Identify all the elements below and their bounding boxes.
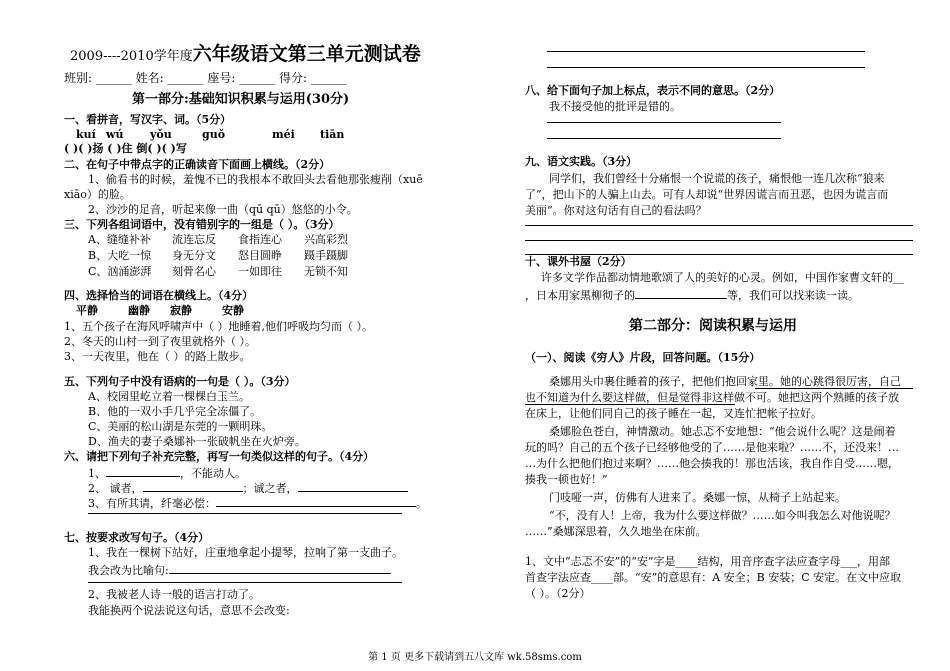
passage-para2-line2: 玩的吗？自己的五个孩子已经够他受的了……是他来啦？……不，还没来！… bbox=[525, 441, 899, 454]
q5-option-a: A、校园里屹立着一棵棵白玉兰。 bbox=[88, 390, 250, 403]
title-main: 六年级语文第三单元测试卷 bbox=[192, 43, 421, 65]
passage-para1-line3: 在床上，让他们同自己的孩子睡在一起，又连忙把帐子拉好。 bbox=[525, 407, 822, 420]
pinyin: yǒu bbox=[150, 128, 172, 141]
q10-text-2b: 等，我们可以找来读一读。 bbox=[727, 289, 859, 302]
q6-item-2-text: 2、 诚者， bbox=[88, 482, 143, 495]
q2-sentence-1-cont: xiāo）的脸。 bbox=[64, 188, 131, 201]
q7-label: 七、按要求改写句子。（4分） bbox=[64, 531, 210, 544]
q2-sentence-1: 1、偷看书的时候，羞愧不已的我根本不敢回头去看他那张瘦削（xuē bbox=[88, 173, 423, 186]
q6-item-1-number: 1、 bbox=[88, 467, 106, 480]
passage-para1-line1: 桑娜用头巾裹住睡着的孩子，把他们抱回家里。她的心跳得很厉害，自己 bbox=[549, 375, 901, 388]
q9-text-3: 美丽”。你对这句话有自己的看法吗？ bbox=[525, 204, 707, 217]
passage-para1-line2: 也不知道为什么要这样做，但是觉得非这样做不可。她把这两个熟睡的孩子放 bbox=[525, 391, 899, 404]
q5-label: 五、下列句子中没有语病的一句是（ ）。（3分） bbox=[64, 375, 296, 388]
q3-label: 三、下列各组词语中，没有错别字的一组是（ ）。（3分） bbox=[64, 218, 340, 231]
answer-line[interactable] bbox=[525, 240, 913, 241]
q3-option: 一如即往 bbox=[238, 265, 282, 278]
q10-text-2 bbox=[525, 286, 859, 304]
page-footer: 第 1 页 更多下载请到五八文库 wk.58sms.com bbox=[368, 652, 582, 663]
word-option: 安静 bbox=[222, 304, 244, 317]
pinyin: kuí bbox=[76, 128, 96, 141]
answer-line[interactable] bbox=[547, 67, 865, 68]
q3-option: 流连忘反 bbox=[172, 233, 216, 246]
page-title bbox=[70, 43, 421, 65]
q6-item-3-end: 。 bbox=[416, 497, 427, 510]
q4-sentence-3: 3、一天夜里，他在（ ）的路上散步。 bbox=[64, 350, 251, 363]
answer-line[interactable] bbox=[547, 51, 865, 52]
q3-option: 食指连心 bbox=[238, 233, 282, 246]
q3-option: B、大吃一惊 bbox=[88, 249, 152, 262]
q10-blank[interactable] bbox=[635, 286, 727, 299]
pinyin: guǒ bbox=[202, 128, 226, 141]
question-1-line3: （ ）。（2分） bbox=[525, 587, 591, 600]
q6-item-2-text-b: ；诚之者， bbox=[242, 482, 298, 495]
passage-para2-line4: 揍我一顿也好！” bbox=[525, 473, 608, 486]
q9-text-1: 同学们，我们曾经十分痛恨一个说谎的孩子，痛恨他一连几次称“狼来 bbox=[549, 172, 885, 185]
q6-item-3 bbox=[88, 494, 427, 512]
underline-mark bbox=[755, 388, 913, 389]
q7-prompt-1-text: 我会改为比喻句: bbox=[88, 564, 169, 577]
q5-option-b: B、他的一双小手几乎完全冻僵了。 bbox=[88, 405, 262, 418]
answer-line[interactable] bbox=[88, 582, 402, 583]
passage-para2-line1: 桑娜脸色苍白，神情激动。她忐忑不安地想：“他会说什么呢？这是闹着 bbox=[549, 425, 896, 438]
q9-text-2: 了”，把山下的人骗上山去。可有人却说“世界因谎言而丑恶，也因为谎言而 bbox=[525, 188, 889, 201]
q6-blank[interactable] bbox=[106, 464, 180, 477]
q10-text-2a: ，日本用家黑柳彻子的 bbox=[525, 289, 635, 302]
q1-answer-line: ( )( )扬 ( )住 倒( )( )写 bbox=[64, 142, 187, 155]
q6-blank[interactable] bbox=[298, 479, 408, 492]
word-option: 幽静 bbox=[128, 304, 150, 317]
question-1-line1: 1、文中“忐忑不安”的“安”字是____结构，用音序查字法应查字母___，用部 bbox=[525, 555, 890, 568]
q1-label: 一、看拼音，写汉字、词。（5分） bbox=[64, 113, 232, 126]
q3-option: 蹑手蹑脚 bbox=[304, 249, 348, 262]
passage-para4-line2: ……”桑娜深思着，久久地坐在床前。 bbox=[525, 525, 707, 538]
title-year: 2009----2010学年度 bbox=[70, 49, 193, 64]
q4-sentence-1: 1、五个孩子在海风呼啸声中（ ）地睡着,他们呼吸均匀而（ ）。 bbox=[64, 320, 373, 333]
answer-line[interactable] bbox=[525, 225, 913, 226]
q6-blank[interactable] bbox=[216, 494, 416, 507]
q10-text-1: 许多文学作品都动情地歌颂了人的美好的心灵。例如，中国作家曹文轩的__ bbox=[541, 271, 904, 284]
q7-blank[interactable] bbox=[169, 561, 391, 574]
student-info-line: 班别: ______ 姓名: ______ 座号: ______ 得分: ______ bbox=[64, 71, 347, 85]
pinyin: wú bbox=[106, 128, 124, 141]
passage-para3: 门吱哑一声，仿佛有人进来了。桑娜一惊，从椅子上站起来。 bbox=[549, 491, 846, 504]
passage-para4-line1: “不，没有人！上帝，我为什么要这样做？……如今叫我怎么对他说呢？ bbox=[549, 509, 896, 522]
q8-sentence: 我不接受他的批评是错的。 bbox=[549, 100, 681, 113]
q6-item-1-text: ，不能动人。 bbox=[180, 467, 246, 480]
q5-option-d: D、渔夫的妻子桑娜补一张破帆坐在火炉旁。 bbox=[88, 435, 306, 448]
word-option: 平静 bbox=[76, 304, 98, 317]
q2-sentence-2: 2、沙沙的足音，听起来像一曲（qū qū）悠悠的小令。 bbox=[88, 203, 358, 216]
q3-option: A、缝缝补补 bbox=[88, 233, 151, 246]
q6-item-3-text: 3、有所其请，纤毫必偿： bbox=[88, 497, 216, 510]
q7-sentence-2: 2、我被老人诗一般的语言打动了。 bbox=[88, 588, 260, 601]
q8-label: 八、给下面句子加上标点，表示不同的意思。（2分） bbox=[525, 84, 781, 97]
q3-option: C、汹涌澎湃 bbox=[88, 265, 152, 278]
q4-label: 四、选择恰当的词语在横线上。（4分） bbox=[64, 289, 254, 302]
part1-title: 第一部分:基础知识积累与运用(30分) bbox=[132, 92, 350, 107]
pinyin: méi bbox=[272, 128, 295, 141]
passage-para2-line3: …为什么把他们抱过来啊？……他会揍我的！那也活该，我自作自受……嗯， bbox=[525, 457, 899, 470]
q3-option: 刻骨名心 bbox=[172, 265, 216, 278]
q3-option: 兴高彩烈 bbox=[304, 233, 348, 246]
pinyin: tiān bbox=[320, 128, 345, 141]
q6-blank[interactable] bbox=[143, 479, 243, 492]
q6-label: 六、请把下列句子补充完整，再写一句类似这样的句子。（4分） bbox=[64, 450, 375, 463]
q2-label: 二、在句子中带点字的正确读音下面画上横线。（2分） bbox=[64, 158, 331, 171]
question-1-line2: 首查字法应查____部。“安”的意思有：A 安全；B 安装；C 安定。在文中应取 bbox=[525, 571, 902, 584]
q3-option: 怒目圆睁 bbox=[238, 249, 282, 262]
q7-sentence-1: 1、我在一棵树下站好，庄重地拿起小提琴，拉响了第一支曲子。 bbox=[88, 546, 403, 559]
part2-title: 第二部分：阅读积累与运用 bbox=[629, 318, 797, 334]
word-option: 寂静 bbox=[170, 304, 192, 317]
answer-line[interactable] bbox=[88, 513, 402, 514]
q7-prompt-1 bbox=[88, 561, 391, 579]
q7-prompt-2: 我能换两个说法说这句话，意思不会改变: bbox=[88, 604, 290, 617]
underline-mark bbox=[525, 404, 735, 405]
q3-option: 无锁不知 bbox=[304, 265, 348, 278]
q5-option-c: C、美丽的松山湖是东莞的一颗明珠。 bbox=[88, 420, 273, 433]
q3-option: 身无分文 bbox=[172, 249, 216, 262]
answer-line[interactable] bbox=[547, 138, 781, 139]
answer-line[interactable] bbox=[547, 122, 781, 123]
q4-sentence-2: 2、冬天的山村一到了夜里就格外（ ）。 bbox=[64, 335, 256, 348]
q10-label: 十、课外书屋（2分） bbox=[525, 255, 632, 268]
q9-label: 九、语文实践。（3分） bbox=[525, 155, 638, 168]
part2-subtitle: （一）、阅读《穷人》片段，回答问题。（15分） bbox=[525, 351, 761, 364]
